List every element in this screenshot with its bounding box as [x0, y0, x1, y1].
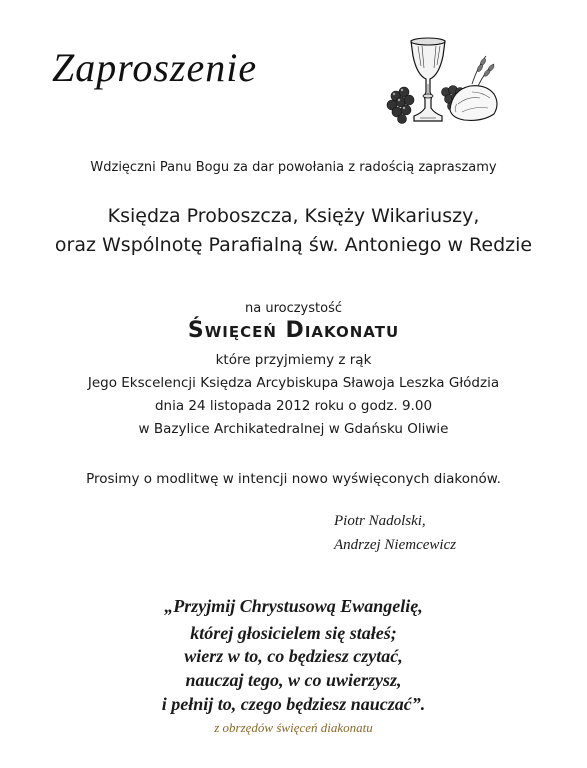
addressee-line: oraz Wspólnotę Parafialną św. Antoniego w Redzie [54, 234, 533, 256]
event-headline: Święceń Diakonatu [187, 318, 400, 343]
chalice-grapes-bread-icon [382, 34, 502, 130]
quote-source: z obrzędów święceń diakonatu [214, 720, 373, 735]
invitation-title: Zaproszenie [52, 45, 258, 90]
signatures [334, 509, 456, 557]
signature-name: Andrzej Niemcewicz [334, 537, 457, 553]
quote-line: wierz w to, co będziesz czytać, [184, 646, 403, 666]
quote-line: nauczaj tego, w co uwierzysz, [185, 670, 402, 690]
event-detail-line: Jego Ekscelencji Księdza Arcybiskupa Sławoja Leszka Głódzia [87, 375, 500, 391]
quote-line: której głosicielem się stałeś; [190, 623, 397, 643]
event-detail-line: które przyjmiemy z rąk [215, 352, 372, 368]
prayer-request: Prosimy o modlitwę w intencji nowo wyświęconych diakonów. [86, 471, 501, 487]
signature-name: Piotr Nadolski, [334, 513, 426, 529]
quote-line: i pełnij to, czego będziesz nauczać”. [161, 694, 426, 714]
intro-text: Wdzięczni Panu Bogu za dar powołania z radością zapraszamy [90, 160, 497, 175]
occasion-text: na uroczystość [245, 301, 342, 316]
event-detail-line: dnia 24 listopada 2012 roku o godz. 9.00 [154, 398, 433, 414]
addressee-line: Księdza Proboszcza, Księży Wikariuszy, [107, 205, 480, 227]
event-detail-line: w Bazylice Archikatedralnej w Gdańsku Oliwie [138, 421, 449, 437]
quote-line: „Przyjmij Chrystusową Ewangelię, [164, 596, 423, 616]
